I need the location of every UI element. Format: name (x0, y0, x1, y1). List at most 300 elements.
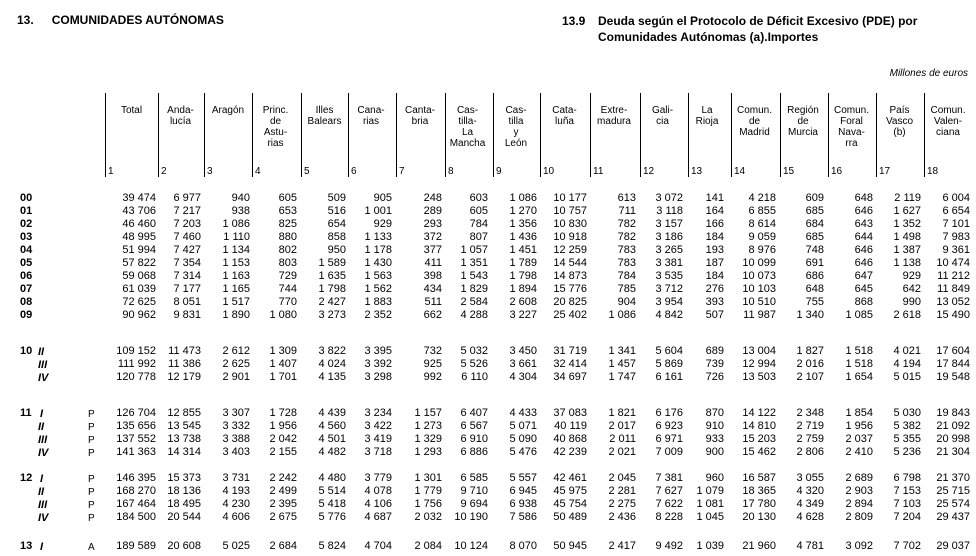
table-cell: 910 (705, 420, 724, 432)
table-cell: 1 178 (364, 244, 392, 256)
table-cell: 4 606 (222, 511, 250, 523)
table-cell: 42 461 (553, 472, 587, 484)
table-cell: 7 702 (893, 540, 921, 552)
table-cell: 14 122 (742, 407, 776, 419)
table-cell: 5 604 (655, 345, 683, 357)
table-cell: 7 586 (509, 511, 537, 523)
table-cell: 1 153 (222, 257, 250, 269)
table-cell: 29 437 (936, 511, 970, 523)
row-year-label: 11 (20, 407, 32, 419)
table-cell: 689 (705, 345, 724, 357)
table-cell: 59 068 (122, 270, 156, 282)
table-cell: 6 161 (655, 371, 683, 383)
table-cell: 729 (278, 270, 297, 282)
table-cell: 48 995 (122, 231, 156, 243)
table-cell: 5 869 (655, 358, 683, 370)
table-cell: 13 545 (167, 420, 201, 432)
table-cell: 1 001 (364, 205, 392, 217)
table-cell: 662 (423, 309, 442, 321)
table-cell: 4 704 (364, 540, 392, 552)
table-cell: 1 789 (509, 257, 537, 269)
table-cell: 12 259 (553, 244, 587, 256)
table-cell: 1 407 (269, 358, 297, 370)
table-cell: 10 918 (553, 231, 587, 243)
table-cell: 4 480 (318, 472, 346, 484)
table-cell: 8 070 (509, 540, 537, 552)
table-cell: 4 439 (318, 407, 346, 419)
table-cell: 6 110 (461, 371, 488, 383)
table-cell: 90 962 (122, 309, 156, 321)
table-cell: 3 118 (656, 205, 683, 217)
table-cell: 5 236 (893, 446, 921, 458)
table-cell: 2 395 (269, 498, 297, 510)
table-cell: 1 340 (796, 309, 824, 321)
table-cell: 868 (854, 296, 873, 308)
column-header-line: luña (555, 116, 574, 127)
table-cell: 803 (278, 257, 297, 269)
table-cell: 3 307 (222, 407, 250, 419)
table-cell: 4 842 (655, 309, 683, 321)
table-cell: 12 994 (742, 358, 776, 370)
table-cell: 25 574 (936, 498, 970, 510)
table-cell: 4 349 (796, 498, 824, 510)
table-cell: 1 309 (269, 345, 297, 357)
table-cell: 691 (805, 257, 824, 269)
section-title (17, 13, 224, 27)
column-header-line: Gali- (651, 105, 674, 116)
column-number: 6 (351, 166, 357, 177)
table-cell: 1 798 (509, 270, 537, 282)
table-title-line2: Comunidades Autónomas (a).Importes (598, 30, 819, 44)
table-cell: 782 (617, 218, 636, 230)
table-cell: 2 427 (318, 296, 346, 308)
column-header-line: de (797, 116, 809, 127)
table-cell: 10 474 (936, 257, 970, 269)
table-cell: 10 124 (454, 540, 488, 552)
table-cell: 770 (278, 296, 297, 308)
table-cell: 3 712 (655, 283, 683, 295)
table-cell: 1 081 (696, 498, 724, 510)
column-number: 17 (879, 166, 891, 177)
table-cell: 4 288 (460, 309, 488, 321)
table-cell: 120 778 (116, 371, 156, 383)
row-year-label: 08 (20, 296, 33, 308)
table-cell: 137 552 (116, 433, 156, 445)
table-cell: 51 994 (122, 244, 156, 256)
table-cell: 1 563 (364, 270, 392, 282)
table-cell: 2 901 (222, 371, 250, 383)
column-header-line: Total (120, 105, 143, 116)
table-cell: 1 133 (364, 231, 392, 243)
table-cell: 6 971 (655, 433, 683, 445)
table-cell: 2 352 (364, 309, 392, 321)
column-header (829, 105, 874, 149)
column-number: 8 (448, 166, 454, 177)
table-cell: 3 234 (364, 407, 392, 419)
row-status-flag: P (88, 487, 95, 498)
column-header-line: de (748, 116, 761, 127)
table-cell: 685 (805, 231, 824, 243)
table-cell: 2 275 (608, 498, 636, 510)
table-cell: 4 433 (509, 407, 537, 419)
table-cell: 8 976 (748, 244, 776, 256)
table-cell: 603 (469, 192, 488, 204)
table-cell: 2 608 (509, 296, 537, 308)
table-cell: 2 684 (269, 540, 297, 552)
table-cell: 929 (373, 218, 392, 230)
column-number: 4 (255, 166, 261, 177)
table-cell: 372 (423, 231, 442, 243)
table-cell: 193 (705, 244, 724, 256)
row-year-label: 06 (20, 270, 33, 282)
column-header-line: ciana (936, 127, 960, 138)
row-year-label: 10 (20, 345, 33, 357)
table-cell: 2 759 (796, 433, 824, 445)
table-cell: 5 557 (509, 472, 537, 484)
table-cell: 1 854 (845, 407, 873, 419)
table-cell: 3 332 (222, 420, 250, 432)
column-header-line: madura (597, 116, 631, 127)
table-cell: 1 110 (223, 231, 250, 243)
table-cell: 5 382 (893, 420, 921, 432)
table-cell: 950 (327, 244, 346, 256)
table-cell: 10 103 (742, 283, 776, 295)
column-header-line: Región (787, 105, 819, 116)
table-cell: 2 417 (608, 540, 636, 552)
table-cell: 654 (327, 218, 346, 230)
table-cell: 11 849 (937, 283, 970, 295)
table-cell: 20 130 (742, 511, 776, 523)
table-cell: 3 718 (364, 446, 392, 458)
table-cell: 1 756 (414, 498, 442, 510)
table-cell: 293 (423, 218, 442, 230)
table-cell: 2 618 (893, 309, 921, 321)
table-cell: 1 138 (893, 257, 921, 269)
row-quarter-label: I (40, 408, 44, 420)
table-cell: 13 004 (742, 345, 776, 357)
table-cell: 726 (705, 371, 724, 383)
table-cell: 20 998 (936, 433, 970, 445)
table-cell: 782 (617, 231, 636, 243)
table-cell: 2 021 (608, 446, 636, 458)
table-cell: 516 (327, 205, 346, 217)
column-header (781, 105, 825, 138)
table-cell: 642 (902, 283, 921, 295)
column-header-line: (b) (893, 127, 906, 138)
table-cell: 4 193 (222, 485, 250, 497)
row-year-label: 09 (20, 309, 33, 321)
column-header-line: Princ. (262, 105, 289, 116)
table-cell: 2 119 (894, 192, 921, 204)
table-cell: 732 (423, 345, 442, 357)
table-cell: 4 218 (748, 192, 776, 204)
table-cell: 1 039 (696, 540, 724, 552)
column-header (106, 105, 157, 116)
table-cell: 2 499 (269, 485, 297, 497)
column-header-line: Rioja (695, 116, 719, 127)
table-cell: 18 365 (742, 485, 776, 497)
table-cell: 645 (854, 283, 873, 295)
table-cell: 933 (705, 433, 724, 445)
row-status-flag: P (88, 435, 95, 446)
table-cell: 1 798 (318, 283, 346, 295)
table-cell: 1 329 (414, 433, 442, 445)
table-cell: 1 518 (845, 358, 873, 370)
column-header-line: rra (845, 138, 858, 149)
table-cell: 4 687 (364, 511, 392, 523)
table-cell: 870 (705, 407, 724, 419)
table-cell: 11 473 (168, 345, 201, 357)
column-header-line: Anda- (167, 105, 194, 116)
table-cell: 57 822 (122, 257, 156, 269)
table-cell: 2 155 (269, 446, 297, 458)
column-header-line: Madrid (739, 127, 770, 138)
table-cell: 3 954 (655, 296, 683, 308)
table-cell: 648 (854, 192, 873, 204)
table-cell: 61 039 (122, 283, 156, 295)
table-cell: 17 844 (936, 358, 970, 370)
table-cell: 15 490 (936, 309, 970, 321)
table-cell: 25 715 (936, 485, 970, 497)
table-cell: 2 281 (608, 485, 636, 497)
table-cell: 7 203 (173, 218, 201, 230)
table-cell: 248 (423, 192, 442, 204)
table-cell: 10 190 (454, 511, 488, 523)
row-year-label: 01 (20, 205, 33, 217)
table-cell: 11 212 (937, 270, 970, 282)
table-cell: 4 304 (509, 371, 537, 383)
table-cell: 50 945 (553, 540, 587, 552)
table-cell: 992 (423, 371, 442, 383)
column-header-line: Aragón (211, 105, 245, 116)
table-cell: 7 009 (655, 446, 683, 458)
table-cell: 7 627 (655, 485, 683, 497)
table-cell: 184 500 (116, 511, 156, 523)
row-year-label: 00 (20, 192, 33, 204)
table-cell: 14 810 (742, 420, 776, 432)
table-cell: 1 045 (696, 511, 724, 523)
table-cell: 938 (231, 205, 250, 217)
column-header (591, 105, 637, 127)
table-cell: 5 030 (893, 407, 921, 419)
table-cell: 1 956 (269, 420, 297, 432)
table-cell: 7 460 (173, 231, 201, 243)
column-number: 3 (207, 166, 213, 177)
table-cell: 904 (617, 296, 636, 308)
column-header-line: tilla (508, 116, 524, 127)
column-number: 7 (399, 166, 405, 177)
table-cell: 1 301 (414, 472, 442, 484)
table-cell: 1 157 (414, 407, 442, 419)
column-header (732, 105, 777, 138)
table-cell: 39 474 (122, 192, 156, 204)
table-cell: 4 230 (222, 498, 250, 510)
row-status-flag: P (88, 422, 95, 433)
table-cell: 646 (854, 205, 873, 217)
table-cell: 289 (423, 205, 442, 217)
column-header-line: Canta- (404, 105, 435, 116)
table-cell: 34 697 (553, 371, 587, 383)
table-cell: 1 165 (222, 283, 250, 295)
table-cell: 20 608 (167, 540, 201, 552)
table-title (562, 13, 918, 45)
table-cell: 411 (424, 257, 442, 269)
table-cell: 785 (617, 283, 636, 295)
table-cell: 7 204 (893, 511, 921, 523)
column-number: 5 (304, 166, 310, 177)
row-status-flag: A (88, 542, 95, 553)
row-status-flag: P (88, 474, 95, 485)
table-cell: 755 (805, 296, 824, 308)
table-cell: 1 829 (460, 283, 488, 295)
table-cell: 5 526 (460, 358, 488, 370)
table-cell: 7 153 (893, 485, 921, 497)
table-cell: 7 217 (173, 205, 201, 217)
table-cell: 3 779 (364, 472, 392, 484)
row-quarter-label: I (40, 541, 44, 553)
table-cell: 10 073 (742, 270, 776, 282)
column-number: 1 (108, 166, 114, 177)
table-cell: 7 103 (893, 498, 921, 510)
column-number: 14 (734, 166, 746, 177)
table-cell: 3 731 (222, 472, 250, 484)
table-cell: 2 242 (269, 472, 297, 484)
table-cell: 5 824 (318, 540, 346, 552)
table-cell: 900 (705, 446, 724, 458)
column-header (641, 105, 684, 127)
column-header-line: La (701, 105, 713, 116)
table-cell: 686 (805, 270, 824, 282)
column-number: 10 (543, 166, 555, 177)
table-cell: 711 (618, 205, 636, 217)
row-quarter-label: IV (38, 372, 49, 384)
table-cell: 21 960 (742, 540, 776, 552)
table-cell: 7 622 (655, 498, 683, 510)
table-cell: 2 107 (796, 371, 824, 383)
column-header-line: Balears (307, 116, 342, 127)
table-cell: 6 654 (942, 205, 970, 217)
table-cell: 3 419 (364, 433, 392, 445)
table-cell: 783 (617, 257, 636, 269)
column-header (349, 105, 393, 127)
table-cell: 1 635 (318, 270, 346, 282)
table-cell: 646 (854, 257, 873, 269)
table-cell: 6 977 (173, 192, 201, 204)
column-number: 18 (927, 166, 939, 177)
table-cell: 1 498 (893, 231, 921, 243)
table-cell: 3 298 (364, 371, 392, 383)
table-cell: 2 894 (845, 498, 873, 510)
table-cell: 748 (805, 244, 824, 256)
table-cell: 11 386 (168, 358, 201, 370)
row-year-label: 07 (20, 283, 33, 295)
column-header-line: lucía (169, 116, 192, 127)
row-year-label: 04 (20, 244, 33, 256)
table-cell: 1 956 (845, 420, 873, 432)
column-header (689, 105, 725, 127)
column-header (397, 105, 443, 127)
column-header-line: Foral (840, 116, 863, 127)
table-cell: 29 037 (936, 540, 970, 552)
column-header-line: rias (362, 116, 380, 127)
table-cell: 6 567 (460, 420, 488, 432)
table-cell: 3 392 (364, 358, 392, 370)
table-cell: 1 627 (893, 205, 921, 217)
table-cell: 11 987 (743, 309, 776, 321)
table-cell: 1 883 (364, 296, 392, 308)
table-cell: 13 738 (167, 433, 201, 445)
table-cell: 3 661 (509, 358, 537, 370)
row-year-label: 02 (20, 218, 33, 230)
column-header-line: bria (411, 116, 429, 127)
table-cell: 2 032 (414, 511, 442, 523)
column-header-line: País (889, 105, 910, 116)
column-header-line: La (461, 127, 474, 138)
table-cell: 42 239 (553, 446, 587, 458)
table-cell: 3 450 (509, 345, 537, 357)
table-cell: 1 543 (460, 270, 488, 282)
table-cell: 3 227 (509, 309, 537, 321)
table-cell: 8 228 (655, 511, 683, 523)
table-cell: 6 910 (460, 433, 488, 445)
table-cell: 2 045 (608, 472, 636, 484)
table-cell: 6 945 (509, 485, 537, 497)
table-cell: 1 270 (509, 205, 537, 217)
table-cell: 6 798 (893, 472, 921, 484)
table-cell: 1 273 (414, 420, 442, 432)
table-cell: 2 017 (608, 420, 636, 432)
row-quarter-label: II (38, 486, 45, 498)
table-cell: 6 938 (509, 498, 537, 510)
row-status-flag: P (88, 409, 95, 420)
row-quarter-label: I (40, 473, 44, 485)
column-header (494, 105, 538, 149)
table-cell: 2 016 (796, 358, 824, 370)
table-cell: 925 (423, 358, 442, 370)
table-cell: 2 084 (414, 540, 442, 552)
table-cell: 605 (278, 192, 297, 204)
table-cell: 5 071 (509, 420, 537, 432)
table-cell: 13 503 (742, 371, 776, 383)
table-cell: 940 (231, 192, 250, 204)
table-cell: 7 314 (173, 270, 201, 282)
table-cell: 37 083 (553, 407, 587, 419)
row-status-flag: P (88, 513, 95, 524)
column-header-line: Comun. (736, 105, 772, 116)
table-number: 13.9 (562, 14, 586, 28)
row-status-flag: P (88, 500, 95, 511)
table-cell: 3 186 (655, 231, 683, 243)
table-cell: 13 052 (936, 296, 970, 308)
table-cell: 9 059 (748, 231, 776, 243)
table-cell: 609 (805, 192, 824, 204)
column-number: 12 (643, 166, 655, 177)
table-cell: 4 024 (318, 358, 346, 370)
table-cell: 1 293 (414, 446, 442, 458)
table-cell: 2 689 (845, 472, 873, 484)
table-cell: 3 092 (845, 540, 873, 552)
table-cell: 2 436 (608, 511, 636, 523)
column-header (446, 105, 489, 149)
table-cell: 3 072 (655, 192, 683, 204)
table-cell: 10 177 (553, 192, 587, 204)
table-cell: 507 (705, 309, 724, 321)
table-cell: 1 086 (608, 309, 636, 321)
table-cell: 1 589 (318, 257, 346, 269)
column-header (541, 105, 588, 127)
table-cell: 1 827 (796, 345, 824, 357)
table-cell: 10 510 (742, 296, 776, 308)
